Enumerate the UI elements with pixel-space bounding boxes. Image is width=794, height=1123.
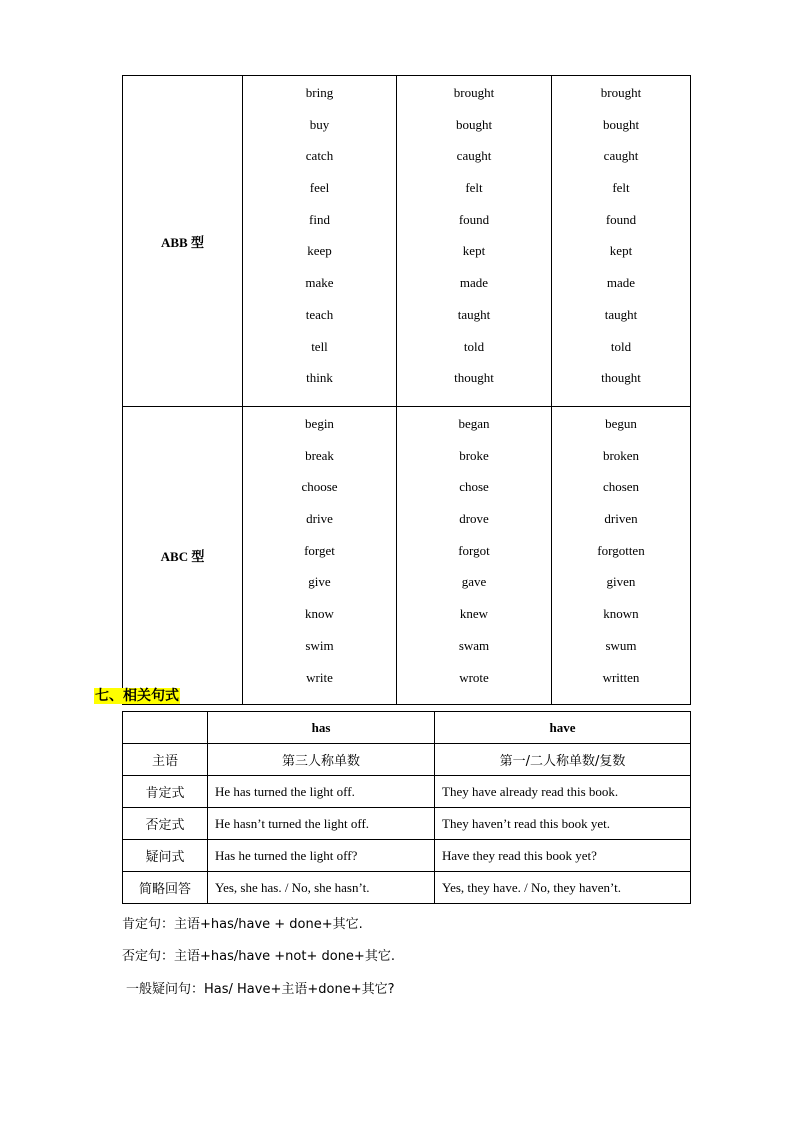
verb-group-label: ABC 型 — [123, 407, 243, 705]
have-cell: 第一/二人称单数/复数 — [435, 744, 691, 776]
past-participle-column — [552, 407, 691, 705]
past-tense: wrote — [459, 669, 489, 685]
past-tense: forgot — [458, 542, 490, 558]
base-form: forget — [304, 542, 335, 558]
has-have-comparison-table — [122, 711, 691, 904]
irregular-verb-table — [122, 75, 691, 705]
row-label: 否定式 — [123, 808, 208, 840]
past-participle: told — [610, 338, 632, 354]
base-form: choose — [301, 479, 338, 495]
header-cell-has: has — [208, 712, 435, 744]
section-heading-text: 七、相关句式 — [95, 688, 179, 704]
has-cell: 第三人称单数 — [208, 744, 435, 776]
past-tense: began — [458, 416, 490, 431]
past-participle: forgotten — [597, 542, 645, 558]
have-cell: They haven’t read this book yet. — [435, 808, 691, 840]
base-form: break — [305, 447, 334, 463]
past-participle: brought — [600, 85, 642, 100]
header-cell — [123, 712, 208, 744]
affirmative-pattern-note: 肯定句：主语+has/have + done+其它. — [122, 917, 363, 932]
past-participle: caught — [603, 148, 639, 164]
have-cell: Have they read this book yet? — [435, 840, 691, 872]
past-tense: felt — [465, 180, 483, 196]
section-heading — [94, 686, 180, 706]
verb-group-label: ABB 型 — [123, 76, 243, 407]
header-cell-have: have — [435, 712, 691, 744]
past-tense: taught — [457, 306, 491, 322]
verb-group-abc — [123, 407, 691, 705]
base-form-column — [243, 407, 397, 705]
past-participle: written — [602, 669, 640, 685]
past-tense: found — [458, 211, 490, 227]
past-participle: chosen — [602, 479, 640, 495]
has-cell: Yes, she has. / No, she hasn’t. — [208, 872, 435, 904]
has-cell: He has turned the light off. — [208, 776, 435, 808]
past-participle: given — [606, 574, 636, 590]
base-form: tell — [311, 338, 328, 354]
base-form: swim — [305, 637, 334, 653]
past-participle-column — [552, 76, 691, 407]
base-form-column — [243, 76, 397, 407]
base-form: keep — [307, 243, 332, 259]
row-label: 主语 — [123, 744, 208, 776]
base-form: buy — [309, 116, 330, 132]
past-tense: caught — [456, 148, 492, 164]
past-tense: swam — [458, 637, 490, 653]
base-form: catch — [305, 148, 334, 164]
table-row — [123, 872, 691, 904]
past-participle: thought — [601, 370, 641, 386]
table-header-row — [123, 712, 691, 744]
table-row — [123, 744, 691, 776]
base-form: think — [306, 370, 333, 386]
past-tense: knew — [459, 606, 489, 622]
base-form: know — [305, 606, 334, 622]
past-tense: gave — [461, 574, 487, 590]
past-tense: thought — [454, 370, 494, 386]
past-participle: broken — [602, 447, 640, 463]
question-pattern-note: 一般疑问句：Has/ Have+主语+done+其它? — [126, 982, 395, 997]
past-tense: broke — [459, 447, 489, 463]
past-tense: made — [459, 275, 489, 291]
row-label: 简略回答 — [123, 872, 208, 904]
base-form: teach — [305, 306, 334, 322]
verb-group-abb — [123, 76, 691, 407]
past-tense-column — [397, 76, 552, 407]
past-tense: told — [463, 338, 485, 354]
past-participle: bought — [602, 116, 640, 132]
table-row — [123, 840, 691, 872]
negative-pattern-note: 否定句：主语+has/have +not+ done+其它. — [122, 949, 395, 964]
past-participle: kept — [609, 243, 633, 259]
past-participle: known — [603, 606, 639, 622]
past-participle: swum — [605, 637, 637, 653]
base-form: begin — [305, 416, 334, 431]
table-row — [123, 776, 691, 808]
have-cell: Yes, they have. / No, they haven’t. — [435, 872, 691, 904]
base-form: bring — [305, 85, 334, 100]
base-form: write — [306, 669, 333, 685]
past-participle: found — [605, 211, 637, 227]
base-form: make — [305, 275, 334, 291]
has-cell: He hasn’t turned the light off. — [208, 808, 435, 840]
table-row — [123, 808, 691, 840]
base-form: give — [308, 574, 331, 590]
past-participle: begun — [605, 416, 637, 431]
past-participle: driven — [604, 511, 638, 527]
past-participle: felt — [612, 180, 630, 196]
past-tense: kept — [462, 243, 486, 259]
past-participle: made — [606, 275, 636, 291]
base-form: feel — [309, 180, 330, 196]
past-tense: chose — [459, 479, 489, 495]
base-form: find — [309, 211, 330, 227]
row-label: 肯定式 — [123, 776, 208, 808]
past-tense-column — [397, 407, 552, 705]
has-cell: Has he turned the light off? — [208, 840, 435, 872]
past-tense: brought — [453, 85, 495, 100]
row-label: 疑问式 — [123, 840, 208, 872]
past-tense: bought — [455, 116, 493, 132]
have-cell: They have already read this book. — [435, 776, 691, 808]
base-form: drive — [306, 511, 333, 527]
past-participle: taught — [604, 306, 638, 322]
past-tense: drove — [459, 511, 489, 527]
